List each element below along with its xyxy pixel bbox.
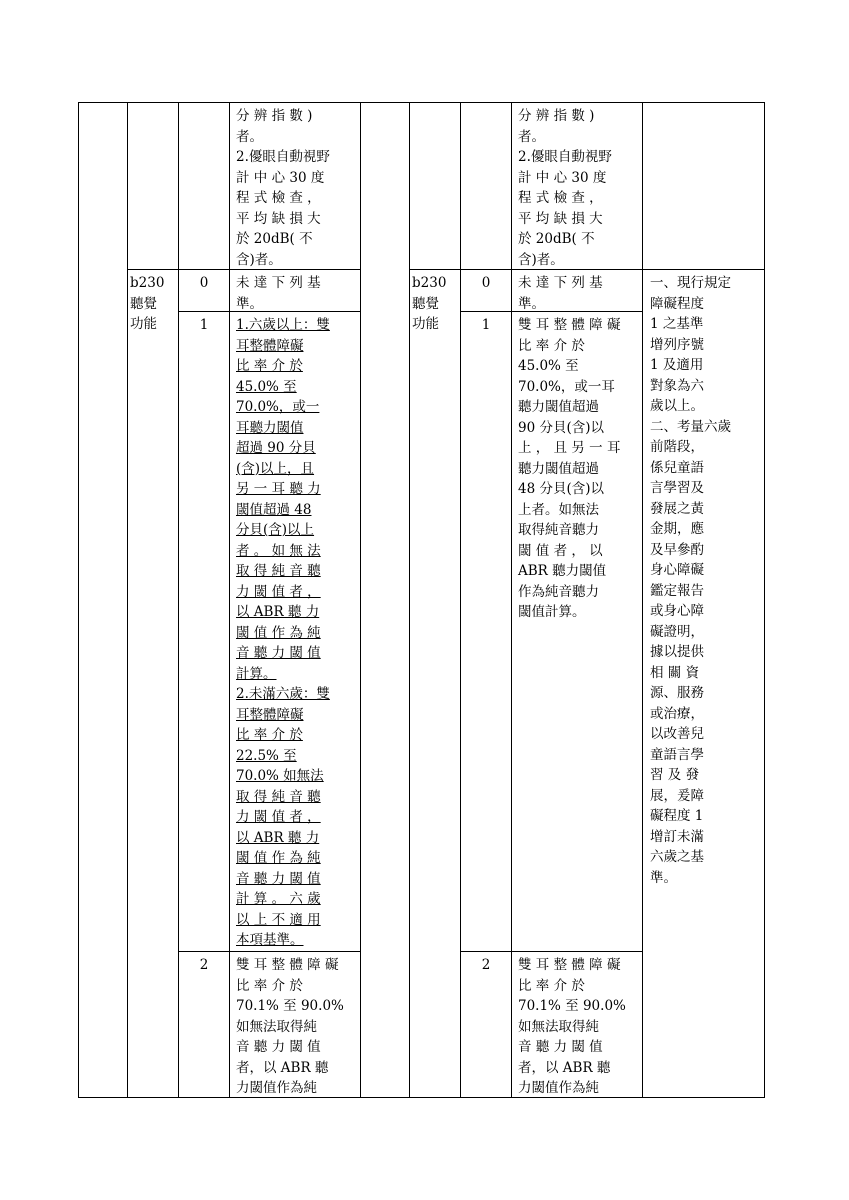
left-level-0: 0 [199, 275, 209, 291]
left-continued-text: 分 辨 指 數 ) 者。 2.優眼自動視野 計 中 心 30 度 程 式 檢 查 ， 平 均 缺 損 大 於 20dB( 不 含)者。 [236, 108, 330, 268]
table-border-top [78, 102, 765, 103]
right-level-1-text: 雙 耳 整 體 障 礙 比 率 介 於 45.0% 至 70.0%，或一耳 聽力閾值超過 90 分貝(含)以 上 ， 且 另 一 耳 聽力閾值超過 48 分貝(含)以 上者。如無法 取得純音聽力 閾 值 者 ， 以 ABR 聽力閾值 作為純音聽力 閾值計算。 [518, 317, 621, 620]
left-code-cell [130, 273, 176, 335]
right-level-0-text: 未 達 下 列 基 準。 [518, 275, 603, 312]
right-continued-text: 分 辨 指 數 ) 者。 2.優眼自動視野 計 中 心 30 度 程 式 檢 查 ， 平 均 缺 損 大 於 20dB( 不 含)者。 [518, 108, 612, 268]
left-level-1-criteria-age-6-plus: 1.六歲以上：雙 耳整體障礙 比 率 介 於 45.0% 至 70.0%，或一 耳聽力閾值 超過 90 分貝 (含)以上，且 另 一 耳 聽 力 閾值超過 48 分貝(含)以上 者 。 如 無 法 取 得 純 音 聽 力 閾 值 者 ， 以 ABR 聽 力 閾 值 作 為 純 音 聽 力 閾 值 計算。 [236, 317, 330, 682]
right-code-cell [412, 273, 458, 335]
right-level-1: 1 [481, 317, 491, 333]
right-level-2: 2 [481, 957, 491, 973]
table-col-line [229, 102, 230, 1098]
left-level-2: 2 [199, 957, 209, 973]
explanation-text: 一、現行規定 障礙程度 1 之基準 增列序號 1 及適用 對象為六 歲以上。 二、考量六歲 前階段， 係兒童語 言學習及 發展之黃 金期，應 及早參酌 身心障礙 鑑定報告 或身心障 礙證明， 據以提供 相 關 資 源、服務 或治療， 以改善兒 童語言學 習 及 發 展，爰障 礙程度 1 增訂未滿 六歲之基 準。 [650, 275, 731, 886]
table-col-line [178, 102, 179, 1098]
right-level-2-text: 雙 耳 整 體 障 礙 比 率 介 於 70.1% 至 90.0% 如無法取得純 音 聽 力 閾 值 者，以 ABR 聽 力閾值作為純 [518, 957, 626, 1096]
left-function-label: 聽覺 功能 [130, 295, 157, 332]
table-col-line [642, 102, 643, 1098]
table-col-line [409, 102, 410, 1098]
table-border-right [764, 102, 765, 1098]
table-col-line [511, 102, 512, 1098]
table-col-line [127, 102, 128, 1098]
left-level-1: 1 [199, 317, 209, 333]
left-code: b230 [130, 275, 165, 291]
table-border-bottom [78, 1097, 765, 1098]
level-divider-left [178, 951, 361, 952]
right-function-label: 聽覺 功能 [412, 295, 439, 332]
table-col-line [460, 102, 461, 1098]
left-level-0-text: 未 達 下 列 基 準。 [236, 275, 321, 312]
left-level-1-criteria-under-6: 2.未滿六歲：雙 耳整體障礙 比 率 介 於 22.5% 至 70.0% 如無法 取 得 純 音 聽 力 閾 值 者 ， 以 ABR 聽 力 閾 值 作 為 純 音 聽 力 閾 值 計 算 。 六 歲 以 上 不 適 用 本項基準。 [236, 686, 330, 948]
right-code: b230 [412, 275, 447, 291]
level-divider-right [460, 951, 642, 952]
table-border-left [78, 102, 79, 1098]
right-level-0: 0 [481, 275, 491, 291]
table-col-line [360, 102, 361, 1098]
left-level-2-text: 雙 耳 整 體 障 礙 比 率 介 於 70.1% 至 90.0% 如無法取得純 音 聽 力 閾 值 者，以 ABR 聽 力閾值作為純 [236, 957, 344, 1096]
